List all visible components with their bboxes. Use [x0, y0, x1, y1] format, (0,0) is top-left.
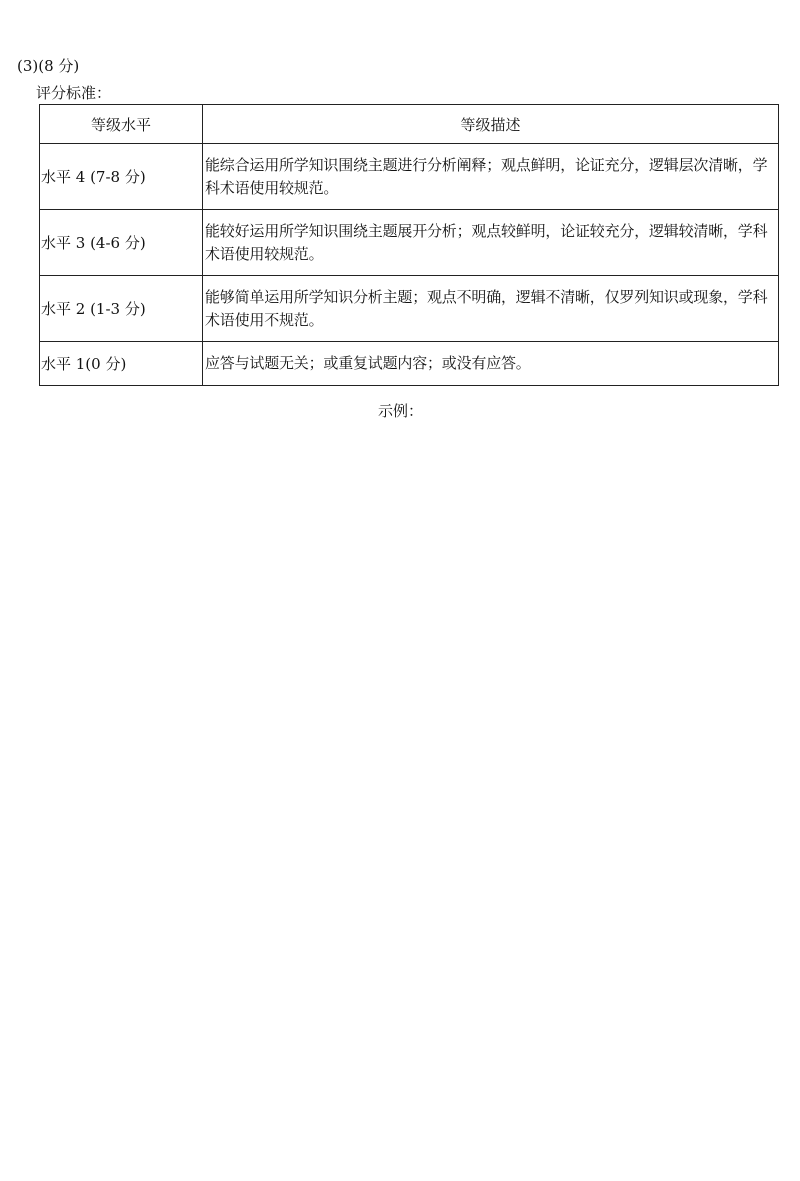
rubric-row-level-3 — [40, 210, 779, 276]
question-header: (3)(8 分) — [17, 57, 80, 75]
level-cell: 水平 2 (1-3 分) — [40, 276, 203, 342]
rubric-table — [39, 104, 779, 386]
description-cell: 应答与试题无关；或重复试题内容；或没有应答。 — [203, 342, 779, 386]
rubric-header-row — [40, 105, 779, 144]
level-cell: 水平 1(0 分) — [40, 342, 203, 386]
rubric-row-level-1 — [40, 342, 779, 386]
header-level: 等级水平 — [40, 105, 203, 144]
rubric-row-level-4 — [40, 144, 779, 210]
level-cell: 水平 4 (7-8 分) — [40, 144, 203, 210]
description-cell: 能较好运用所学知识围绕主题展开分析；观点较鲜明，论证较充分，逻辑较清晰，学科术语使用较规范。 — [203, 210, 779, 276]
description-cell: 能够简单运用所学知识分析主题；观点不明确，逻辑不清晰，仅罗列知识或现象，学科术语使用不规范。 — [203, 276, 779, 342]
description-cell: 能综合运用所学知识围绕主题进行分析阐释；观点鲜明，论证充分，逻辑层次清晰，学科术语使用较规范。 — [203, 144, 779, 210]
rubric-row-level-2 — [40, 276, 779, 342]
criteria-label: 评分标准： — [36, 84, 112, 102]
header-description: 等级描述 — [203, 105, 779, 144]
example-label: 示例： — [378, 402, 424, 420]
level-cell: 水平 3 (4-6 分) — [40, 210, 203, 276]
